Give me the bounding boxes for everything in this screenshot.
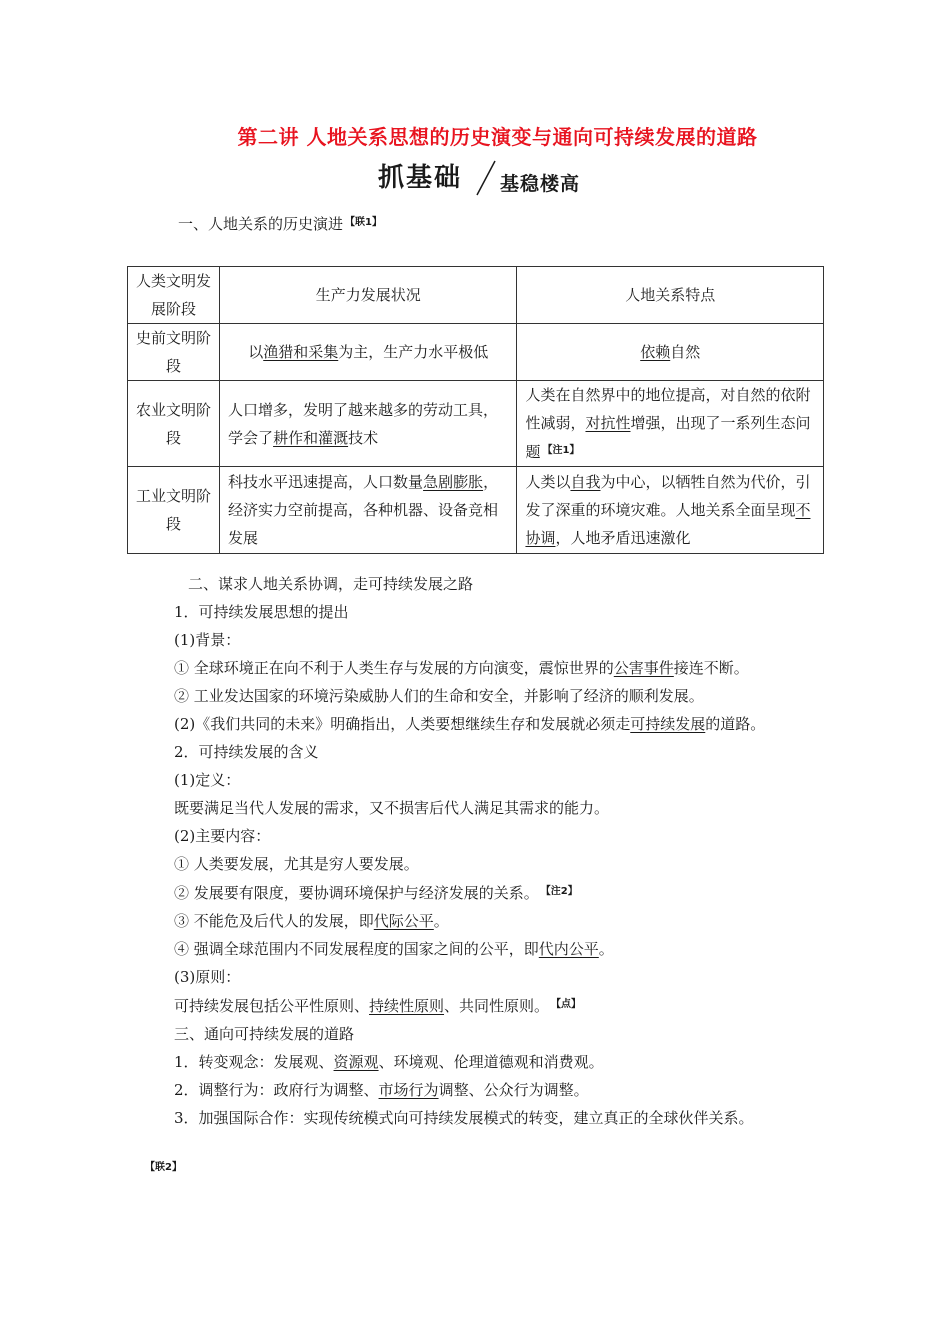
section3-heading: 三、通向可持续发展的道路: [174, 1025, 355, 1043]
paragraph: (3)原则：: [174, 968, 241, 986]
point-tag: 【 点 】: [551, 991, 581, 1019]
table-row: [128, 381, 824, 467]
page-title: 第二讲 人地关系思想的历史演变与通向可持续发展的道路: [237, 125, 758, 149]
paragraph: ③ 不能危及后代人的发展，即代际公平。: [174, 912, 449, 930]
subheading: 2．可持续发展的含义: [174, 743, 319, 761]
paragraph: 可持续发展包括公平性原则、持续性原则、共同性原则。【 点 】: [145, 991, 825, 1020]
production-cell: 人口增多，发明了越来越多的劳动工具，学会了耕作和灌溉技术: [220, 381, 517, 467]
production-cell: 科技水平迅速提高，人口数量急剧膨胀，经济实力空前提高，各种机器、设备竞相发展: [220, 467, 517, 554]
paragraph: 既要满足当代人发展的需求，又不损害后代人满足其需求的能力。: [174, 799, 610, 817]
paragraph: ① 全球环境正在向不利于人类生存与发展的方向演变，震惊世界的公害事件接连不断。: [174, 659, 749, 677]
table-row: [128, 467, 824, 554]
section-banner: [350, 155, 610, 201]
relation-cell: 人类以自我为中心，以牺牲自然为代价，引发了深重的环境灾难。人地关系全面呈现不协调，人地矛盾迅速激化: [517, 467, 824, 554]
paragraph: ② 发展要有限度，要协调环境保护与经济发展的关系。【 注2 】: [145, 878, 825, 907]
table-row: [128, 324, 824, 381]
paragraph: (2)主要内容：: [174, 827, 271, 845]
stage-cell: 农业文明阶段: [128, 381, 220, 467]
footer-tag-line: [145, 1155, 182, 1174]
history-table: [127, 266, 824, 554]
paragraph: (1)背景：: [174, 631, 241, 649]
paragraph: 3．加强国际合作：实现传统模式向可持续发展模式的转变，建立真正的全球伙伴关系。: [174, 1109, 754, 1127]
paragraph: ④ 强调全球范围内不同发展程度的国家之间的公平，即代内公平。: [174, 940, 614, 958]
paragraph: (1)定义：: [174, 771, 241, 789]
paragraph: 1．转变观念：发展观、资源观、环境观、伦理道德观和消费观。: [174, 1053, 604, 1071]
banner-slash-icon: [475, 159, 497, 197]
paragraph: ① 人类要发展，尤其是穷人要发展。: [174, 855, 419, 873]
banner-sub-text: 基稳楼高: [500, 173, 581, 195]
note-tag: 【 注2 】: [541, 878, 578, 906]
note-tag: 【 注1 】: [542, 437, 579, 465]
section1-heading: 一、人地关系的历史演进【 联1 】: [178, 213, 382, 234]
table-header-cell: 生产力发展状况: [220, 267, 517, 324]
link-tag: 【 联2 】: [145, 1158, 182, 1173]
relation-cell: 人类在自然界中的地位提高，对自然的依附性减弱，对抗性增强，出现了一系列生态问题【 注1 】: [517, 381, 824, 467]
paragraph: (2)《我们共同的未来》明确指出，人类要想继续生存和发展就必须走可持续发展的道路。: [174, 715, 766, 733]
section2-heading: 二、谋求人地关系协调，走可持续发展之路: [188, 575, 474, 593]
paragraph: 2．调整行为：政府行为调整、市场行为调整、公众行为调整。: [174, 1081, 589, 1099]
paragraph: ② 工业发达国家的环境污染威胁人们的生命和安全，并影响了经济的顺利发展。: [174, 687, 704, 705]
main-content: [145, 570, 825, 1132]
table-header-cell: 人地关系特点: [517, 267, 824, 324]
stage-cell: 史前文明阶段: [128, 324, 220, 381]
banner-main-text: 抓基础: [378, 163, 463, 193]
link-tag: 【 联1 】: [345, 213, 382, 228]
relation-cell: 依赖自然: [517, 324, 824, 381]
table-header-row: [128, 267, 824, 324]
production-cell: 以渔猎和采集为主，生产力水平极低: [220, 324, 517, 381]
subheading: 1．可持续发展思想的提出: [174, 603, 349, 621]
table-header-cell: 人类文明发展阶段: [128, 267, 220, 324]
stage-cell: 工业文明阶段: [128, 467, 220, 554]
